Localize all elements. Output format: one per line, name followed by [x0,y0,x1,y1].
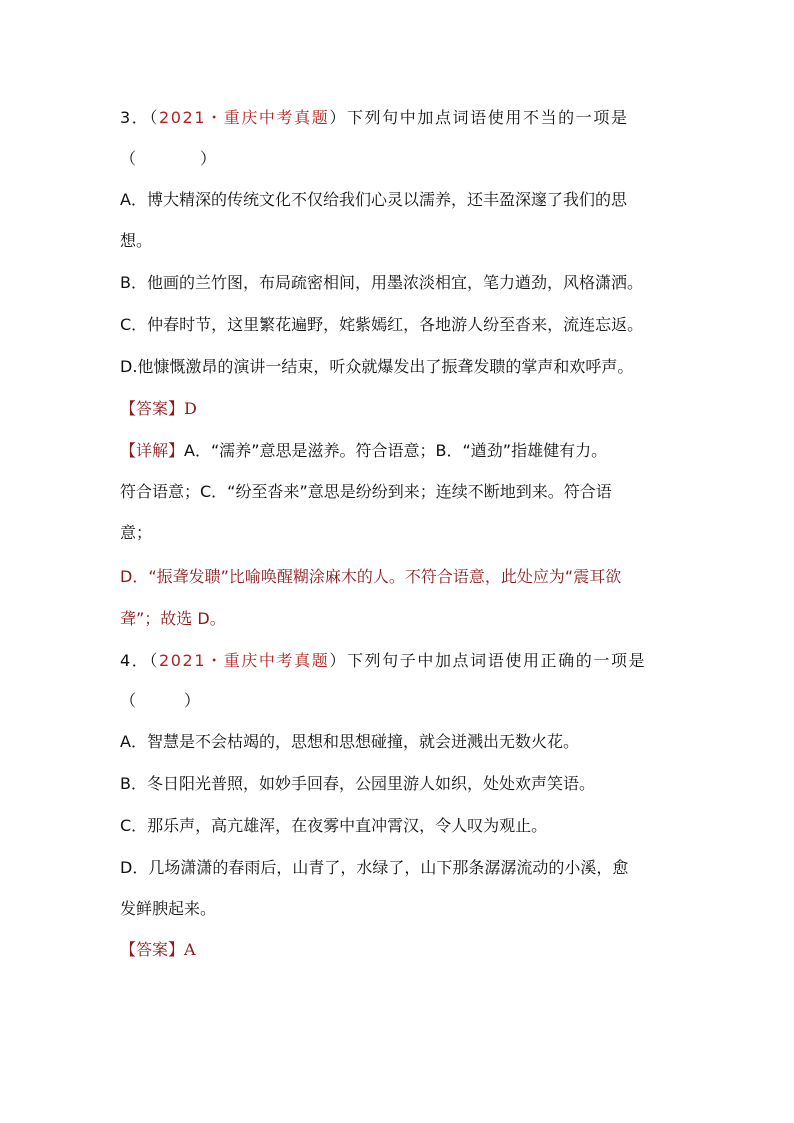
option-b: B．冬日阳光普照，如妙手回春，公园里游人如织，处处欢声笑语。 [120,774,595,793]
question-stem: 下列句中加点词语使用不当的一项是 [346,108,629,127]
source-close-paren: ） [329,108,347,127]
answer-label: 【答案】 [120,399,185,418]
answer-blank: （ ） [120,149,217,168]
question-source: 2021・重庆中考真题 [159,651,330,670]
option-d: D．几场潇潇的春雨后，山青了，水绿了，山下那条潺潺流动的小溪，愈 [120,858,629,877]
detail-conclusion: 聋”；故选 D。 [120,609,226,628]
answer-line [120,939,680,961]
answer-value: D [184,399,197,418]
option-a: A．智慧是不会枯竭的，思想和思想碰撞，就会迸溅出无数火花。 [120,732,579,751]
source-open-paren: （ [149,108,159,127]
question-number: 3． [120,108,150,127]
source-close-paren: ） [329,651,347,670]
answer-line [120,398,680,420]
option-d: D.他慷慨激昂的演讲一结束，听众就爆发出了振聋发聩的掌声和欢呼声。 [120,357,634,376]
answer-blank: （ ） [120,691,201,710]
question-number: 4． [120,651,150,670]
option-c: C．仲春时节，这里繁花遍野，姹紫嫣红，各地游人纷至沓来，流连忘返。 [120,315,644,334]
detail-line: 意； [120,523,153,542]
question-3-title [120,107,680,129]
answer-value: A [184,940,196,959]
source-open-paren: （ [149,651,159,670]
option-a-continued: 想。 [120,231,153,250]
detail-line [120,440,680,462]
detail-line: 符合语意；C．“纷至沓来”意思是纷纷到来；连续不断地到来。符合语 [120,482,612,501]
detail-label: 【详解】 [120,441,185,460]
question-4-title [120,650,680,672]
option-d-continued: 发鲜腴起来。 [120,899,217,918]
detail-conclusion: D．“振聋发聩”比喻唤醒糊涂麻木的人。不符合语意，此处应为“震耳欲 [120,567,622,586]
detail-text: A．“濡养”意思是滋养。符合语意；B．“遒劲”指雄健有力。 [184,441,608,460]
question-stem: 下列句子中加点词语使用正确的一项是 [346,651,647,670]
option-c: C．那乐声，高亢雄浑，在夜雾中直冲霄汉，令人叹为观止。 [120,816,548,835]
option-a: A．博大精深的传统文化不仅给我们心灵以濡养，还丰盈深邃了我们的思 [120,190,627,209]
answer-label: 【答案】 [120,940,185,959]
question-source: 2021・重庆中考真题 [159,108,330,127]
option-b: B．他画的兰竹图，布局疏密相间，用墨浓淡相宜，笔力遒劲，风格潇洒。 [120,273,643,292]
